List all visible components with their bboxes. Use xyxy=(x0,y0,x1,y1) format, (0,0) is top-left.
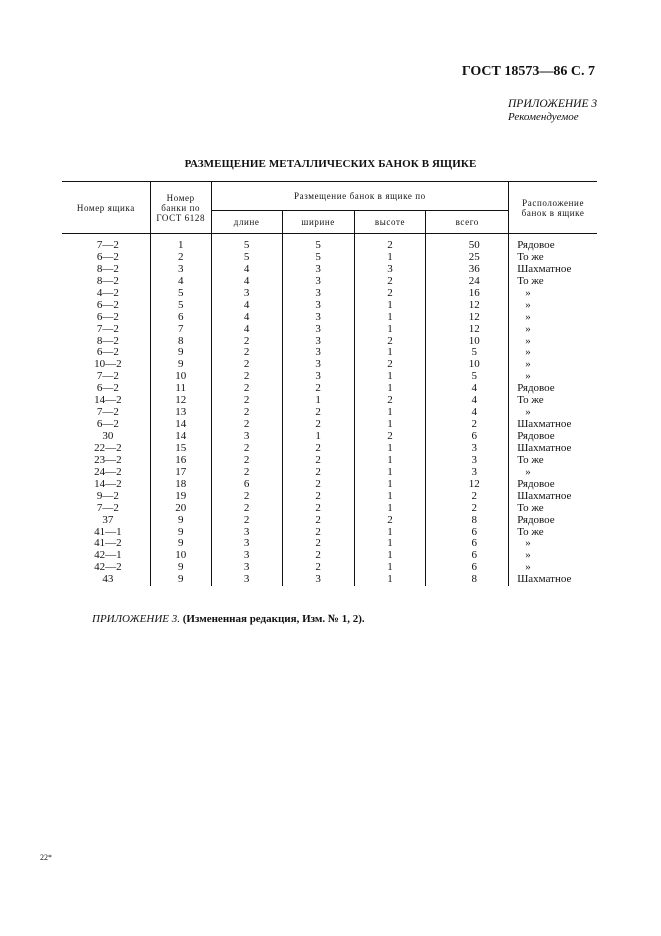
amendment-note-label: ПРИЛОЖЕНИЕ 3. xyxy=(92,613,180,625)
cell-total: 3 xyxy=(426,455,509,467)
cell-arrangement: » xyxy=(525,310,531,323)
cell-arrangement: Шахматное xyxy=(517,418,572,431)
cell-width: 2 xyxy=(282,443,354,455)
cell-height: 2 xyxy=(354,288,426,300)
cell-box-number: 4—2 xyxy=(62,288,150,300)
cell-arrangement: » xyxy=(525,298,531,311)
cell-length: 2 xyxy=(211,419,282,431)
cell-arrangement: То же xyxy=(517,453,544,466)
cell-width: 3 xyxy=(282,324,354,336)
cell-can-number: 8 xyxy=(150,336,211,348)
cell-length: 2 xyxy=(211,467,282,479)
cell-height: 1 xyxy=(354,347,426,359)
cell-box-number: 41—2 xyxy=(62,538,150,550)
header-length: длине xyxy=(211,211,282,234)
cell-arrangement: То же xyxy=(517,501,544,514)
cell-box-number: 42—1 xyxy=(62,550,150,562)
table-row xyxy=(62,527,597,539)
cell-length: 3 xyxy=(211,538,282,550)
header-can-number: Номер банки по ГОСТ 6128 xyxy=(150,182,211,234)
cell-width: 2 xyxy=(282,491,354,503)
cell-box-number: 30 xyxy=(62,431,150,443)
table-body xyxy=(62,234,597,587)
cell-length: 2 xyxy=(211,491,282,503)
cell-length: 3 xyxy=(211,527,282,539)
table-row xyxy=(62,234,597,252)
cell-total: 10 xyxy=(426,359,509,371)
appendix-label: ПРИЛОЖЕНИЕ 3 xyxy=(508,98,598,110)
cell-total: 3 xyxy=(426,443,509,455)
cell-height: 1 xyxy=(354,550,426,562)
cell-can-number: 5 xyxy=(150,300,211,312)
cell-can-number: 9 xyxy=(150,574,211,586)
table-row xyxy=(62,574,597,586)
cell-height: 1 xyxy=(354,503,426,515)
cell-box-number: 7—2 xyxy=(62,503,150,515)
cell-width: 5 xyxy=(282,234,354,252)
cell-width: 2 xyxy=(282,562,354,574)
cell-box-number: 9—2 xyxy=(62,491,150,503)
cell-height: 1 xyxy=(354,443,426,455)
cell-total: 2 xyxy=(426,491,509,503)
cell-height: 1 xyxy=(354,252,426,264)
cell-length: 3 xyxy=(211,562,282,574)
cell-length: 2 xyxy=(211,336,282,348)
cell-height: 2 xyxy=(354,359,426,371)
cell-box-number: 7—2 xyxy=(62,234,150,252)
cell-can-number: 2 xyxy=(150,252,211,264)
cell-height: 1 xyxy=(354,455,426,467)
table-row xyxy=(62,288,597,300)
cell-total: 36 xyxy=(426,264,509,276)
cell-box-number: 7—2 xyxy=(62,324,150,336)
cell-width: 3 xyxy=(282,300,354,312)
header-placement-group: Размещение банок в ящике по xyxy=(211,182,509,211)
cell-height: 1 xyxy=(354,312,426,324)
cell-width: 2 xyxy=(282,503,354,515)
table-row xyxy=(62,455,597,467)
cell-box-number: 14—2 xyxy=(62,395,150,407)
cell-box-number: 6—2 xyxy=(62,347,150,359)
table-row xyxy=(62,359,597,371)
cell-total: 6 xyxy=(426,562,509,574)
table-row xyxy=(62,276,597,288)
cell-total: 12 xyxy=(426,324,509,336)
cell-length: 6 xyxy=(211,479,282,491)
cell-height: 1 xyxy=(354,419,426,431)
cell-height: 2 xyxy=(354,276,426,288)
cell-length: 5 xyxy=(211,234,282,252)
cell-total: 6 xyxy=(426,431,509,443)
cell-arrangement: Рядовое xyxy=(517,513,555,526)
cell-height: 1 xyxy=(354,371,426,383)
cell-can-number: 11 xyxy=(150,383,211,395)
table-row xyxy=(62,491,597,503)
header-arrangement: Расположение банок в ящике xyxy=(509,182,597,234)
cell-length: 3 xyxy=(211,431,282,443)
cell-can-number: 14 xyxy=(150,431,211,443)
cell-can-number: 15 xyxy=(150,443,211,455)
cell-length: 2 xyxy=(211,503,282,515)
table-row xyxy=(62,515,597,527)
cell-height: 2 xyxy=(354,234,426,252)
table-row xyxy=(62,347,597,359)
cell-width: 2 xyxy=(282,383,354,395)
cell-length: 2 xyxy=(211,371,282,383)
cell-can-number: 5 xyxy=(150,288,211,300)
cell-length: 2 xyxy=(211,515,282,527)
cell-length: 2 xyxy=(211,455,282,467)
cell-height: 2 xyxy=(354,395,426,407)
header-height: высоте xyxy=(354,211,426,234)
cell-box-number: 8—2 xyxy=(62,276,150,288)
cell-can-number: 14 xyxy=(150,419,211,431)
cell-height: 1 xyxy=(354,324,426,336)
cell-total: 6 xyxy=(426,550,509,562)
cell-width: 3 xyxy=(282,288,354,300)
cell-arrangement: » xyxy=(525,465,531,478)
cell-total: 50 xyxy=(426,234,509,252)
amendment-note xyxy=(92,613,365,625)
cell-box-number: 37 xyxy=(62,515,150,527)
cell-arrangement: Шахматное xyxy=(517,573,572,586)
cell-total: 16 xyxy=(426,288,509,300)
table-row xyxy=(62,503,597,515)
cell-arrangement: » xyxy=(525,561,531,574)
cell-width: 3 xyxy=(282,347,354,359)
cell-can-number: 16 xyxy=(150,455,211,467)
cell-height: 1 xyxy=(354,491,426,503)
cell-length: 2 xyxy=(211,347,282,359)
document-header: ГОСТ 18573—86 С. 7 xyxy=(461,64,595,79)
cell-arrangement: Рядовое xyxy=(517,477,555,490)
cell-box-number: 6—2 xyxy=(62,300,150,312)
cell-arrangement: Шахматное xyxy=(517,262,572,275)
cell-length: 3 xyxy=(211,288,282,300)
header-box-number: Номер ящика xyxy=(62,182,150,234)
cell-can-number: 12 xyxy=(150,395,211,407)
cell-arrangement: » xyxy=(525,322,531,335)
table-row xyxy=(62,336,597,348)
table-row xyxy=(62,300,597,312)
cell-total: 8 xyxy=(426,574,509,586)
table-row xyxy=(62,312,597,324)
amendment-note-text: (Измененная редакция, Изм. № 1, 2). xyxy=(182,613,365,625)
cell-height: 2 xyxy=(354,336,426,348)
cell-total: 2 xyxy=(426,503,509,515)
cell-total: 3 xyxy=(426,467,509,479)
cell-can-number: 18 xyxy=(150,479,211,491)
cell-total: 4 xyxy=(426,407,509,419)
cell-box-number: 43 xyxy=(62,574,150,586)
cell-can-number: 9 xyxy=(150,538,211,550)
cell-width: 3 xyxy=(282,574,354,586)
cell-length: 2 xyxy=(211,443,282,455)
cell-total: 8 xyxy=(426,515,509,527)
cell-box-number: 23—2 xyxy=(62,455,150,467)
page-mark: 22* xyxy=(40,853,52,862)
cell-length: 3 xyxy=(211,574,282,586)
cell-arrangement: » xyxy=(525,370,531,383)
cell-box-number: 8—2 xyxy=(62,336,150,348)
cell-height: 3 xyxy=(354,264,426,276)
cell-length: 4 xyxy=(211,264,282,276)
cell-height: 1 xyxy=(354,467,426,479)
cell-arrangement: То же xyxy=(517,250,544,263)
cell-height: 1 xyxy=(354,407,426,419)
cell-width: 3 xyxy=(282,371,354,383)
cell-width: 5 xyxy=(282,252,354,264)
cell-width: 3 xyxy=(282,264,354,276)
cell-can-number: 19 xyxy=(150,491,211,503)
cell-can-number: 9 xyxy=(150,515,211,527)
cell-can-number: 17 xyxy=(150,467,211,479)
cell-box-number: 22—2 xyxy=(62,443,150,455)
cell-can-number: 9 xyxy=(150,527,211,539)
cell-can-number: 9 xyxy=(150,359,211,371)
cell-box-number: 10—2 xyxy=(62,359,150,371)
cell-height: 1 xyxy=(354,383,426,395)
recommended-label: Рекомендуемое xyxy=(508,111,579,123)
cell-can-number: 9 xyxy=(150,562,211,574)
cell-width: 2 xyxy=(282,407,354,419)
cell-width: 3 xyxy=(282,312,354,324)
header-total: всего xyxy=(426,211,509,234)
cell-length: 4 xyxy=(211,300,282,312)
cell-length: 2 xyxy=(211,359,282,371)
cell-width: 2 xyxy=(282,419,354,431)
cell-arrangement: Рядовое xyxy=(517,239,555,251)
cell-width: 1 xyxy=(282,431,354,443)
cell-can-number: 13 xyxy=(150,407,211,419)
cell-can-number: 10 xyxy=(150,550,211,562)
cell-arrangement: » xyxy=(525,334,531,347)
cell-box-number: 6—2 xyxy=(62,312,150,324)
cell-height: 1 xyxy=(354,574,426,586)
cell-width: 2 xyxy=(282,550,354,562)
cell-width: 3 xyxy=(282,336,354,348)
cell-arrangement: То же xyxy=(517,274,544,287)
cell-width: 2 xyxy=(282,538,354,550)
cell-arrangement: » xyxy=(525,346,531,359)
cell-length: 5 xyxy=(211,252,282,264)
cell-total: 24 xyxy=(426,276,509,288)
cell-height: 1 xyxy=(354,527,426,539)
cell-can-number: 1 xyxy=(150,234,211,252)
cell-arrangement: Рядовое xyxy=(517,382,555,395)
cell-arrangement: То же xyxy=(517,525,544,538)
cell-height: 2 xyxy=(354,431,426,443)
table-title: РАЗМЕЩЕНИЕ МЕТАЛЛИЧЕСКИХ БАНОК В ЯЩИКЕ xyxy=(184,158,477,170)
cell-box-number: 8—2 xyxy=(62,264,150,276)
table-row xyxy=(62,395,597,407)
cell-can-number: 3 xyxy=(150,264,211,276)
cell-arrangement: » xyxy=(525,286,531,299)
table-row xyxy=(62,467,597,479)
cell-box-number: 7—2 xyxy=(62,407,150,419)
cell-length: 2 xyxy=(211,395,282,407)
cell-arrangement: » xyxy=(525,406,531,419)
cell-arrangement: Рядовое xyxy=(517,430,555,442)
cell-total: 2 xyxy=(426,419,509,431)
cell-box-number: 7—2 xyxy=(62,371,150,383)
table-row xyxy=(62,550,597,562)
cell-total: 6 xyxy=(426,538,509,550)
cell-total: 10 xyxy=(426,336,509,348)
cell-box-number: 42—2 xyxy=(62,562,150,574)
cell-width: 2 xyxy=(282,479,354,491)
cell-box-number: 24—2 xyxy=(62,467,150,479)
cell-total: 12 xyxy=(426,300,509,312)
cell-can-number: 4 xyxy=(150,276,211,288)
cell-length: 4 xyxy=(211,276,282,288)
cell-box-number: 6—2 xyxy=(62,252,150,264)
cell-total: 5 xyxy=(426,371,509,383)
cell-total: 5 xyxy=(426,347,509,359)
cell-arrangement: » xyxy=(525,537,531,550)
cell-can-number: 7 xyxy=(150,324,211,336)
cell-total: 4 xyxy=(426,383,509,395)
cell-width: 2 xyxy=(282,455,354,467)
cell-length: 3 xyxy=(211,550,282,562)
cell-height: 1 xyxy=(354,300,426,312)
cell-arrangement: » xyxy=(525,549,531,562)
cell-height: 1 xyxy=(354,538,426,550)
cell-box-number: 14—2 xyxy=(62,479,150,491)
cell-width: 3 xyxy=(282,359,354,371)
cell-arrangement: То же xyxy=(517,394,544,407)
cell-length: 2 xyxy=(211,383,282,395)
cell-length: 4 xyxy=(211,312,282,324)
cell-total: 25 xyxy=(426,252,509,264)
table-row xyxy=(62,479,597,491)
cell-can-number: 20 xyxy=(150,503,211,515)
cell-arrangement: Шахматное xyxy=(517,441,572,454)
cell-total: 4 xyxy=(426,395,509,407)
cell-height: 1 xyxy=(354,562,426,574)
cell-box-number: 6—2 xyxy=(62,383,150,395)
cell-total: 6 xyxy=(426,527,509,539)
header-width: ширине xyxy=(282,211,354,234)
cell-box-number: 41—1 xyxy=(62,527,150,539)
cell-arrangement: Шахматное xyxy=(517,489,572,502)
cell-height: 1 xyxy=(354,479,426,491)
cell-length: 4 xyxy=(211,324,282,336)
cell-total: 12 xyxy=(426,479,509,491)
cell-can-number: 9 xyxy=(150,347,211,359)
cell-width: 1 xyxy=(282,395,354,407)
table-row xyxy=(62,324,597,336)
cell-can-number: 6 xyxy=(150,312,211,324)
cell-length: 2 xyxy=(211,407,282,419)
cell-width: 2 xyxy=(282,515,354,527)
cell-width: 2 xyxy=(282,527,354,539)
cell-height: 2 xyxy=(354,515,426,527)
cell-can-number: 10 xyxy=(150,371,211,383)
cell-arrangement: » xyxy=(525,358,531,371)
table-row xyxy=(62,538,597,550)
cell-total: 12 xyxy=(426,312,509,324)
cell-width: 3 xyxy=(282,276,354,288)
cell-width: 2 xyxy=(282,467,354,479)
cell-box-number: 6—2 xyxy=(62,419,150,431)
can-placement-table xyxy=(62,181,597,586)
